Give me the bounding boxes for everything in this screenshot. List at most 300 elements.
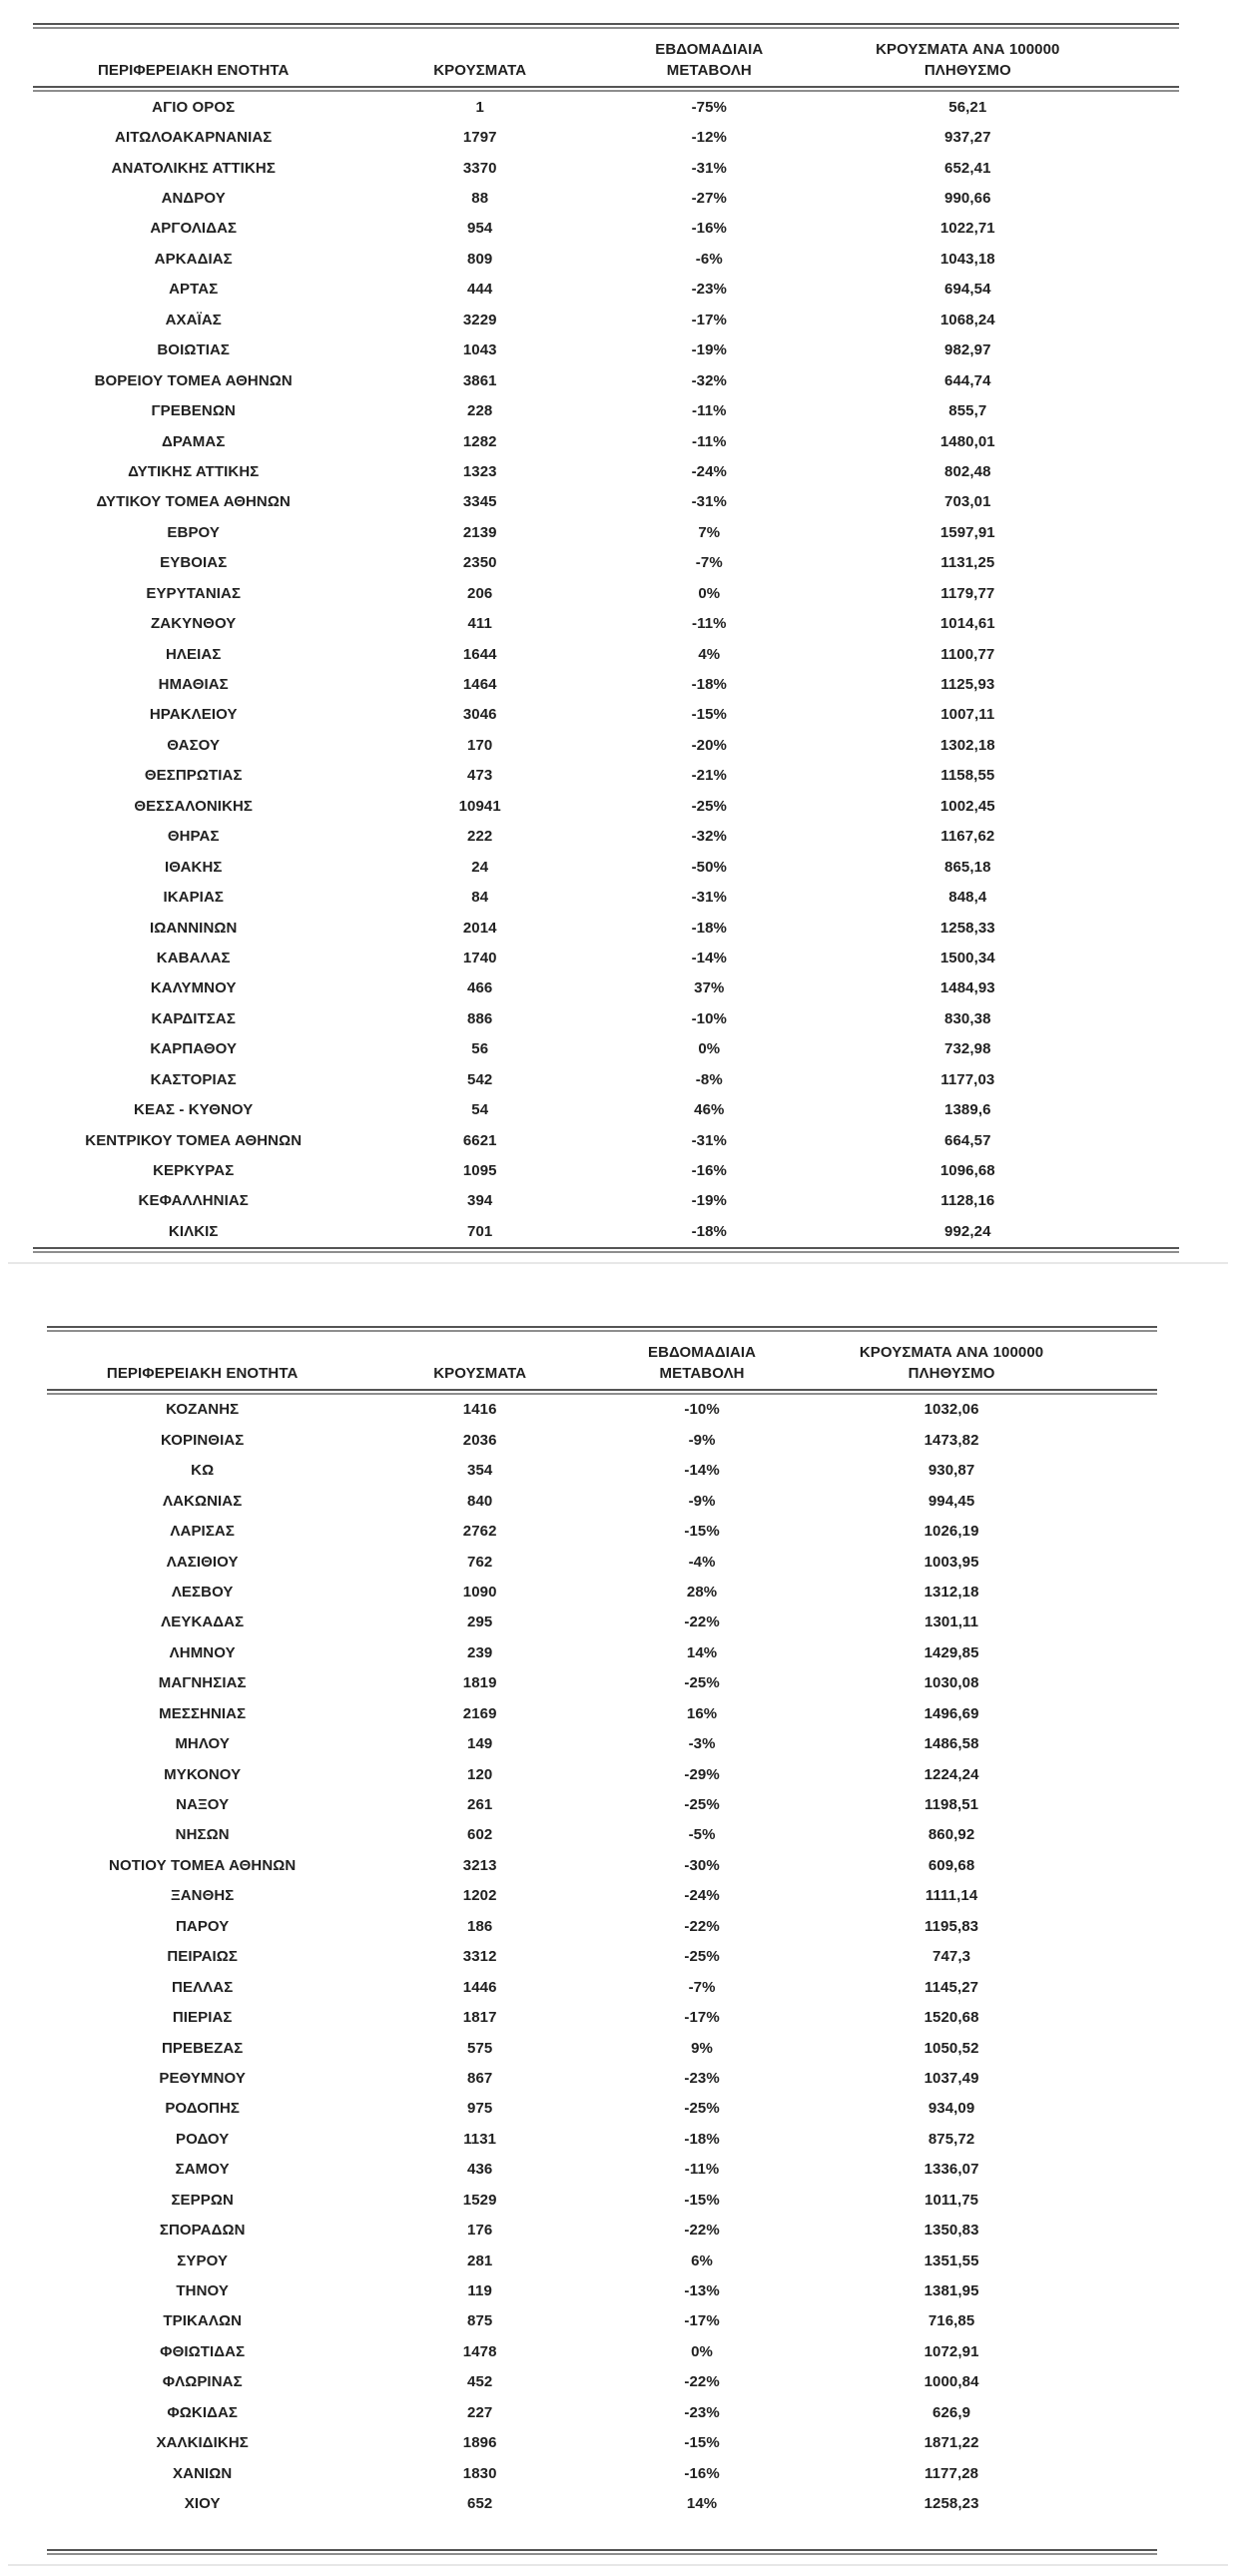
table-row [47, 2306, 1157, 2336]
table-row [47, 1637, 1157, 1667]
table-row [47, 2428, 1157, 2458]
cases-cell: 88 [471, 190, 489, 208]
rate-per-100k-cell: 1198,51 [925, 1796, 979, 1814]
cases-cell: 54 [471, 1101, 489, 1119]
table-row [33, 335, 1179, 365]
weekly-change-cell: -22% [684, 2373, 720, 2391]
cases-cell: 149 [467, 1735, 493, 1753]
weekly-change-cell: -15% [691, 706, 727, 724]
rate-per-100k-cell: 860,92 [927, 1826, 975, 1844]
table-row [33, 791, 1179, 821]
table-row [47, 1456, 1157, 1486]
column-header-weekly-change [606, 39, 813, 81]
weekly-change-cell: -21% [691, 767, 727, 785]
weekly-change-cell: -12% [691, 129, 727, 147]
cases-cell: 2169 [462, 1704, 497, 1722]
region-cell: ΛΕΥΚΑΔΑΣ [161, 1613, 245, 1631]
table-row [47, 2488, 1157, 2518]
cases-cell: 411 [467, 615, 492, 633]
rate-per-100k-cell: 1336,07 [924, 2161, 979, 2179]
region-cell: ΑΝΔΡΟΥ [161, 190, 226, 208]
weekly-change-cell: -32% [691, 828, 727, 846]
table-row [47, 2124, 1157, 2154]
table-row [47, 1972, 1157, 2002]
column-header-line: ΠΛΗΘΥΣΜΟ [908, 1364, 995, 1382]
rate-per-100k-cell: 1072,91 [924, 2342, 979, 2360]
cases-cell: 436 [467, 2161, 493, 2179]
rate-per-100k-cell: 1128,16 [940, 1192, 995, 1210]
region-cell: ΧΑΝΙΩΝ [173, 2464, 233, 2482]
cases-cell: 2350 [462, 554, 497, 572]
cases-cell: 975 [467, 2100, 493, 2118]
cases-cell: 1416 [462, 1401, 497, 1419]
rate-per-100k-cell: 930,87 [927, 1462, 975, 1480]
column-header-cases [353, 60, 606, 81]
table-header-row [47, 1332, 1157, 1389]
weekly-change-cell: -23% [691, 281, 727, 299]
weekly-change-cell: -25% [684, 1674, 720, 1692]
cases-cell: 1 [475, 98, 484, 116]
table-row [47, 1881, 1157, 1911]
cases-cell: 466 [467, 979, 493, 997]
column-header-line: ΚΡΟΥΣΜΑΤΑ ΑΝΑ 100000 [859, 1343, 1044, 1361]
region-cell: ΚΟΡΙΝΘΙΑΣ [160, 1431, 245, 1449]
cases-cell: 1797 [462, 129, 497, 147]
cases-cell: 473 [467, 767, 493, 785]
weekly-change-cell: -11% [692, 402, 727, 420]
rate-per-100k-cell: 1000,84 [924, 2373, 979, 2391]
table-row [47, 1698, 1157, 1728]
table-row [33, 1155, 1179, 1185]
weekly-change-cell: -22% [684, 1917, 720, 1935]
cases-cell: 444 [467, 281, 493, 299]
table-row [47, 2367, 1157, 2397]
rate-per-100k-cell: 1429,85 [924, 1643, 979, 1661]
rate-per-100k-cell: 1301,11 [925, 1613, 979, 1631]
table-row [33, 548, 1179, 578]
weekly-change-cell: -14% [691, 949, 727, 966]
cases-cell: 2139 [462, 523, 497, 541]
cases-cell: 170 [467, 736, 493, 754]
region-cell: ΣΕΡΡΩΝ [171, 2191, 234, 2209]
region-cell: ΣΥΡΟΥ [177, 2252, 229, 2269]
rate-per-100k-cell: 609,68 [927, 1856, 975, 1874]
weekly-change-cell: -17% [684, 2009, 720, 2027]
weekly-change-cell: -18% [691, 1222, 727, 1240]
table-row [33, 913, 1179, 943]
rate-per-100k-cell: 1167,62 [940, 828, 995, 846]
region-cell: ΛΗΜΝΟΥ [169, 1643, 236, 1661]
rate-per-100k-cell: 1125,93 [940, 676, 995, 694]
weekly-change-cell: -23% [684, 2403, 720, 2421]
weekly-change-cell: 9% [691, 2039, 713, 2057]
table-row [47, 1942, 1157, 1972]
table-row [33, 517, 1179, 547]
rate-per-100k-cell: 830,38 [944, 1009, 991, 1027]
table-row [47, 1395, 1157, 1425]
region-cell: ΑΧΑΪΑΣ [165, 311, 222, 328]
rate-per-100k-cell: 1068,24 [939, 311, 995, 328]
region-cell: ΔΥΤΙΚΟΥ ΤΟΜΕΑ ΑΘΗΝΩΝ [96, 493, 291, 511]
cases-cell: 602 [467, 1826, 493, 1844]
table-row [47, 1486, 1157, 1516]
rate-per-100k-cell: 1484,93 [939, 979, 995, 997]
table-row [47, 2155, 1157, 2185]
weekly-change-cell: 6% [691, 2252, 713, 2269]
weekly-change-cell: -32% [691, 371, 727, 389]
weekly-change-cell: -25% [691, 797, 727, 815]
table-row [33, 395, 1179, 425]
rate-per-100k-cell: 1043,18 [939, 250, 995, 268]
weekly-change-cell: -13% [684, 2282, 720, 2300]
rate-per-100k-cell: 1486,58 [924, 1735, 979, 1753]
cases-cell: 652 [467, 2495, 493, 2513]
rate-per-100k-cell: 1145,27 [925, 1978, 979, 1996]
weekly-change-cell: -17% [691, 311, 727, 328]
rate-per-100k-cell: 1003,95 [924, 1553, 979, 1571]
column-header-rate-per-100k [802, 1342, 1157, 1384]
column-header-line: ΠΕΡΙΦΕΡΕΙΑΚΗ ΕΝΟΤΗΤΑ [106, 1364, 299, 1382]
weekly-change-cell: -15% [684, 2191, 720, 2209]
weekly-change-cell: -6% [695, 250, 723, 268]
column-header-region [33, 60, 353, 81]
column-header-line: ΠΛΗΘΥΣΜΟ [924, 62, 1011, 79]
table-row [33, 214, 1179, 244]
table-row [33, 973, 1179, 1003]
region-cell: ΚΑΡΔΙΤΣΑΣ [151, 1009, 236, 1027]
region-cell: ΗΜΑΘΙΑΣ [158, 676, 229, 694]
rate-per-100k-cell: 1007,11 [940, 706, 995, 724]
table-row [33, 365, 1179, 395]
cases-cell: 119 [467, 2282, 492, 2300]
table-row [47, 2002, 1157, 2032]
region-cell: ΚΕΦΑΛΛΗΝΙΑΣ [138, 1192, 249, 1210]
region-cell: ΠΡΕΒΕΖΑΣ [161, 2039, 244, 2057]
weekly-change-cell: -23% [684, 2069, 720, 2087]
column-header-line: ΠΕΡΙΦΕΡΕΙΑΚΗ ΕΝΟΤΗΤΑ [97, 62, 290, 79]
region-cell: ΦΩΚΙΔΑΣ [167, 2403, 238, 2421]
table-header-row [33, 29, 1179, 86]
table-row [33, 700, 1179, 730]
rate-per-100k-cell: 1177,03 [940, 1070, 995, 1088]
weekly-change-cell: -14% [684, 1462, 720, 1480]
cases-cell: 867 [467, 2069, 493, 2087]
cases-cell: 1819 [462, 1674, 497, 1692]
weekly-change-cell: -24% [691, 462, 727, 480]
region-cell: ΚΕΑΣ - ΚΥΘΝΟΥ [134, 1101, 254, 1119]
rate-per-100k-cell: 1871,22 [924, 2434, 979, 2452]
rate-per-100k-cell: 1389,6 [944, 1101, 991, 1119]
cases-cell: 56 [471, 1040, 489, 1058]
region-cell: ΙΚΑΡΙΑΣ [163, 889, 224, 907]
cases-cell: 281 [467, 2252, 493, 2269]
weekly-change-cell: -8% [695, 1070, 723, 1088]
weekly-change-cell: -10% [684, 1401, 720, 1419]
region-cell: ΠΕΛΛΑΣ [172, 1978, 234, 1996]
cases-cell: 1095 [462, 1162, 497, 1180]
rate-per-100k-cell: 1002,45 [939, 797, 995, 815]
table-body [47, 1395, 1157, 2549]
rate-per-100k-cell: 994,45 [927, 1492, 975, 1510]
rate-per-100k-cell: 934,09 [927, 2100, 975, 2118]
cases-cell: 3861 [462, 371, 497, 389]
region-cell: ΜΗΛΟΥ [175, 1735, 231, 1753]
cases-cell: 261 [467, 1796, 493, 1814]
cases-cell: 227 [467, 2403, 493, 2421]
rate-per-100k-cell: 644,74 [944, 371, 991, 389]
table-row [47, 1759, 1157, 1789]
cases-cell: 840 [467, 1492, 493, 1510]
cases-cell: 1464 [462, 676, 497, 694]
rate-per-100k-cell: 732,98 [944, 1040, 991, 1058]
cases-cell: 875 [467, 2312, 493, 2330]
region-cell: ΚΑΛΥΜΝΟΥ [150, 979, 237, 997]
weekly-change-cell: 37% [694, 979, 725, 997]
region-cell: ΚΑΡΠΑΘΟΥ [150, 1040, 238, 1058]
rate-per-100k-cell: 1473,82 [924, 1431, 979, 1449]
weekly-change-cell: -11% [692, 615, 727, 633]
cases-cell: 394 [467, 1192, 493, 1210]
rate-per-100k-cell: 1030,08 [924, 1674, 979, 1692]
cases-cell: 3345 [462, 493, 497, 511]
table-row [33, 882, 1179, 912]
rate-per-100k-cell: 992,24 [944, 1222, 991, 1240]
region-cell: ΚΙΛΚΙΣ [168, 1222, 219, 1240]
weekly-change-cell: -17% [684, 2312, 720, 2330]
table-row [47, 1577, 1157, 1607]
region-cell: ΛΑΚΩΝΙΑΣ [163, 1492, 243, 1510]
cases-cell: 3213 [462, 1856, 497, 1874]
cases-cell: 542 [467, 1070, 493, 1088]
weekly-change-cell: -16% [684, 2464, 720, 2482]
table-row [47, 2185, 1157, 2215]
weekly-change-cell: -31% [691, 493, 727, 511]
region-cell: ΤΡΙΚΑΛΩΝ [163, 2312, 243, 2330]
table-row [47, 1608, 1157, 1637]
rate-per-100k-cell: 1179,77 [940, 584, 995, 602]
weekly-change-cell: -7% [695, 554, 723, 572]
cases-cell: 228 [467, 402, 493, 420]
cases-cell: 6621 [462, 1131, 497, 1149]
page-separator-line [8, 2564, 1228, 2566]
region-cell: ΛΑΣΙΘΙΟΥ [166, 1553, 239, 1571]
weekly-change-cell: -25% [684, 1796, 720, 1814]
table-row [47, 1547, 1157, 1577]
weekly-change-cell: -7% [688, 1978, 716, 1996]
rate-per-100k-cell: 1351,55 [924, 2252, 979, 2269]
cases-cell: 206 [467, 584, 493, 602]
cases-cell: 1202 [462, 1887, 497, 1905]
table-body [33, 92, 1179, 1247]
table-row [33, 275, 1179, 305]
region-cell: ΙΘΑΚΗΣ [164, 858, 223, 876]
cases-cell: 84 [471, 889, 489, 907]
weekly-change-cell: 16% [686, 1704, 718, 1722]
cases-cell: 239 [467, 1643, 493, 1661]
region-cell: ΝΟΤΙΟΥ ΤΟΜΕΑ ΑΘΗΝΩΝ [109, 1856, 297, 1874]
table-row [33, 183, 1179, 213]
weekly-change-cell: -16% [691, 220, 727, 238]
rate-per-100k-cell: 1520,68 [924, 2009, 979, 2027]
weekly-change-cell: -50% [691, 858, 727, 876]
rate-per-100k-cell: 1224,24 [924, 1765, 979, 1783]
cases-cell: 1644 [462, 645, 497, 663]
rate-per-100k-cell: 56,21 [948, 98, 987, 116]
rate-per-100k-cell: 1037,49 [924, 2069, 979, 2087]
cases-cell: 3229 [462, 311, 497, 328]
cases-cell: 1323 [462, 462, 497, 480]
rate-per-100k-cell: 937,27 [944, 129, 991, 147]
rate-per-100k-cell: 1258,23 [924, 2495, 979, 2513]
rate-per-100k-cell: 1177,28 [925, 2464, 979, 2482]
rate-per-100k-cell: 982,97 [944, 341, 991, 359]
weekly-change-cell: 46% [694, 1101, 725, 1119]
table-row [47, 2246, 1157, 2275]
weekly-change-cell: -18% [691, 676, 727, 694]
table-row [33, 822, 1179, 852]
table-row [33, 244, 1179, 274]
rate-per-100k-cell: 1480,01 [939, 432, 995, 450]
weekly-change-cell: -4% [688, 1553, 716, 1571]
table-row [33, 761, 1179, 791]
rate-per-100k-cell: 1100,77 [940, 645, 995, 663]
rate-per-100k-cell: 1258,33 [939, 919, 995, 937]
rate-per-100k-cell: 1096,68 [939, 1162, 995, 1180]
table-row [33, 1216, 1179, 1246]
region-cell: ΔΥΤΙΚΗΣ ΑΤΤΙΚΗΣ [128, 462, 260, 480]
cases-cell: 3312 [462, 1948, 497, 1966]
rate-per-100k-cell: 1312,18 [924, 1583, 979, 1601]
rate-per-100k-cell: 855,7 [948, 402, 987, 420]
table-row [47, 1911, 1157, 1941]
weekly-change-cell: -3% [688, 1735, 716, 1753]
table-row [47, 2215, 1157, 2245]
region-cell: ΦΛΩΡΙΝΑΣ [162, 2373, 243, 2391]
cases-cell: 3046 [462, 706, 497, 724]
table-row [33, 639, 1179, 669]
region-cell: ΧΑΛΚΙΔΙΚΗΣ [156, 2434, 249, 2452]
table-row [47, 1789, 1157, 1819]
region-cell: ΣΠΟΡΑΔΩΝ [159, 2222, 246, 2240]
cases-cell: 762 [467, 1553, 493, 1571]
table-row [33, 1003, 1179, 1033]
rate-per-100k-cell: 1496,69 [924, 1704, 979, 1722]
cases-cell: 1817 [462, 2009, 497, 2027]
cases-cell: 575 [467, 2039, 493, 2057]
region-cell: ΘΗΡΑΣ [167, 828, 220, 846]
region-cell: ΕΥΡΥΤΑΝΙΑΣ [146, 584, 242, 602]
weekly-change-cell: -9% [688, 1431, 716, 1449]
region-cell: ΧΙΟΥ [184, 2495, 221, 2513]
weekly-change-cell: -11% [684, 2161, 720, 2179]
table-row [47, 1728, 1157, 1758]
region-cell: ΜΥΚΟΝΟΥ [164, 1765, 242, 1783]
weekly-change-cell: -15% [684, 1523, 720, 1541]
region-cell: ΚΕΡΚΥΡΑΣ [153, 1162, 235, 1180]
region-cell: ΚΕΝΤΡΙΚΟΥ ΤΟΜΕΑ ΑΘΗΝΩΝ [85, 1131, 303, 1149]
table-row [33, 122, 1179, 152]
cases-cell: 2762 [462, 1523, 497, 1541]
region-cell: ΒΟΡΕΙΟΥ ΤΟΜΕΑ ΑΘΗΝΩΝ [94, 371, 293, 389]
rate-per-100k-cell: 990,66 [944, 190, 991, 208]
rate-per-100k-cell: 716,85 [927, 2312, 975, 2330]
rate-per-100k-cell: 1597,91 [939, 523, 995, 541]
weekly-change-cell: -18% [691, 919, 727, 937]
weekly-change-cell: -22% [684, 1613, 720, 1631]
column-header-line: ΜΕΤΑΒΟΛΗ [659, 1364, 745, 1382]
rate-per-100k-cell: 1032,06 [924, 1401, 979, 1419]
cases-cell: 2036 [462, 1431, 497, 1449]
region-cell: ΤΗΝΟΥ [176, 2282, 229, 2300]
cases-cell: 1043 [462, 341, 497, 359]
column-header-line: ΜΕΤΑΒΟΛΗ [666, 62, 752, 79]
rate-per-100k-cell: 1050,52 [924, 2039, 979, 2057]
rate-per-100k-cell: 1381,95 [924, 2282, 979, 2300]
rate-per-100k-cell: 1022,71 [939, 220, 995, 238]
region-cell: ΞΑΝΘΗΣ [170, 1887, 235, 1905]
table-row [47, 1516, 1157, 1546]
region-cell: ΗΡΑΚΛΕΙΟΥ [149, 706, 238, 724]
table-row [33, 153, 1179, 183]
region-cell: ΡΕΘΥΜΝΟΥ [159, 2069, 246, 2087]
rate-per-100k-cell: 1111,14 [925, 1887, 978, 1905]
region-cell: ΠΙΕΡΙΑΣ [172, 2009, 233, 2027]
region-cell: ΠΑΡΟΥ [175, 1917, 230, 1935]
rate-per-100k-cell: 626,9 [932, 2403, 971, 2421]
region-cell: ΜΑΓΝΗΣΙΑΣ [158, 1674, 247, 1692]
weekly-change-cell: 7% [698, 523, 721, 541]
region-cell: ΕΥΒΟΙΑΣ [160, 554, 228, 572]
column-header-line: ΚΡΟΥΣΜΑΤΑ ΑΝΑ 100000 [876, 41, 1060, 58]
cases-cell: 24 [471, 858, 489, 876]
table-row [33, 1125, 1179, 1155]
table-row [33, 669, 1179, 699]
weekly-change-cell: 4% [698, 645, 721, 663]
table-row [33, 487, 1179, 517]
rate-per-100k-cell: 1131,25 [940, 554, 995, 572]
table-row [33, 578, 1179, 608]
weekly-change-cell: 14% [686, 1643, 718, 1661]
rate-per-100k-cell: 1014,61 [939, 615, 995, 633]
region-cell: ΜΕΣΣΗΝΙΑΣ [159, 1704, 247, 1722]
region-cell: ΡΟΔΟΠΗΣ [165, 2100, 241, 2118]
table-row [33, 1064, 1179, 1094]
table-row [33, 92, 1179, 122]
column-header-region [47, 1363, 357, 1384]
rate-per-100k-cell: 1158,55 [940, 767, 995, 785]
region-cell: ΚΩ [191, 1462, 215, 1480]
column-header-rate-per-100k [813, 39, 1179, 81]
table-row [47, 2063, 1157, 2093]
table-row [33, 608, 1179, 638]
region-cell: ΒΟΙΩΤΙΑΣ [157, 341, 231, 359]
cases-cell: 1478 [462, 2342, 497, 2360]
cases-cell: 120 [467, 1765, 493, 1783]
region-cell: ΑΡΚΑΔΙΑΣ [154, 250, 233, 268]
rate-per-100k-cell: 1011,75 [925, 2191, 979, 2209]
rate-per-100k-cell: 1195,83 [925, 1917, 979, 1935]
rate-per-100k-cell: 1350,83 [924, 2222, 979, 2240]
region-cell: ΚΑΒΑΛΑΣ [156, 949, 231, 966]
column-header-line: ΚΡΟΥΣΜΑΤΑ [433, 1364, 527, 1382]
rate-per-100k-cell: 802,48 [944, 462, 991, 480]
weekly-change-cell: -19% [691, 341, 727, 359]
table-row [47, 1820, 1157, 1850]
weekly-change-cell: -25% [684, 2100, 720, 2118]
column-header-line: ΚΡΟΥΣΜΑΤΑ [433, 62, 527, 79]
region-cell: ΓΡΕΒΕΝΩΝ [151, 402, 236, 420]
column-header-line: ΕΒΔΟΜΑΔΙΑΙΑ [655, 41, 764, 58]
